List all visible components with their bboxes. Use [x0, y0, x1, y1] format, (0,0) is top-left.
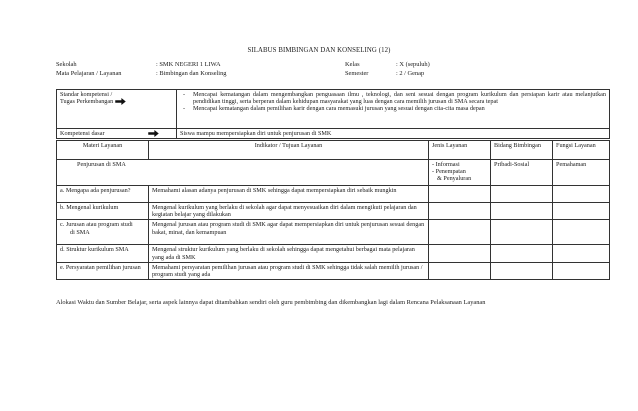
bidang-cell: Pribadi-Sosial	[491, 160, 553, 186]
empty-cell	[553, 203, 610, 220]
kompetensi-label: Kompetensi dasar	[60, 130, 105, 137]
table-row	[57, 262, 610, 279]
empty-cell	[553, 220, 610, 245]
mapel-label: Mata Pelajaran / Layanan	[56, 70, 122, 77]
header-materi: Materi Layanan	[57, 141, 149, 160]
standar-label-2: Tugas Perkembangan	[60, 98, 114, 106]
empty-cell	[491, 186, 553, 203]
jenis-cell	[429, 160, 491, 186]
right-arrow-icon	[148, 130, 159, 137]
empty-cell	[429, 245, 491, 262]
materi-cell: a. Mengapa ada penjurusan?	[57, 186, 149, 203]
kelas-label: Kelas	[345, 61, 360, 68]
indikator-cell: Mengenal kurikulum yang berlaku di sekolah agar dapat menyesuaikan diri dalam mengikuti pelajaran dan kegiatan belajar yang dilakukan	[149, 203, 429, 220]
sekolah-label: Sekolah	[56, 61, 77, 68]
empty-cell	[553, 186, 610, 203]
header-fungsi: Fungsi Layanan	[553, 141, 610, 160]
kompetensi-label-cell	[57, 129, 177, 139]
layanan-table	[56, 140, 610, 280]
kompetensi-value: Siswa mampu mempersiapkan diri untuk penjurusan di SMK	[177, 129, 610, 139]
indikator-cell: Mengenal jurusan atau program studi di SMK agar dapat mempersiapkan diri untuk penjurusan sesuai dengan bakat, minat, dan kemampuan	[149, 220, 429, 245]
empty-cell	[491, 203, 553, 220]
empty-cell	[553, 262, 610, 279]
header-bidang: Bidang Bimbingan	[491, 141, 553, 160]
mapel-value: : Bimbingan dan Konseling	[156, 70, 227, 77]
empty-cell	[491, 245, 553, 262]
indikator-cell: Memahami persyaratan pemilihan jurusan atau program studi di SMK sehingga tidak salah memilih jurusan / program studi yang ada	[149, 262, 429, 279]
jenis-item: - Informasi	[432, 161, 460, 168]
materi-cell: d. Struktur kurikulum SMA	[57, 245, 149, 262]
standar-item-2: - Mencapai kematangan dalam pemilihan karir dengan cara memasuki jurusan yang sesuai dengan cita-cita masa depan	[183, 105, 485, 113]
fungsi-cell: Pemahaman	[553, 160, 610, 186]
materi-cell: b. Mengenal kurikulum	[57, 203, 149, 220]
footnote: Alokasi Waktu dan Sumber Belajar, serta aspek lainnya dapat ditambahkan sendiri oleh guru pembimbing dan dikembangkan lagi dalam Rencana Pelaksanaan Layanan	[56, 299, 486, 306]
table-row	[57, 245, 610, 262]
standar-table	[56, 89, 610, 139]
right-arrow-icon	[115, 98, 126, 105]
kelas-value: : X (sepuluh)	[396, 61, 430, 68]
semester-value: : 2 / Genap	[396, 70, 425, 77]
semester-label: Semester	[345, 70, 369, 77]
indikator-cell: Mengenal struktur kurikulum yang berlaku di sekolah sehingga dapat mengetahui berbagai mata pelajaran yang ada di SMK	[149, 245, 429, 262]
standar-label-cell	[57, 90, 177, 129]
empty-cell	[429, 186, 491, 203]
empty-cell	[429, 220, 491, 245]
table-row	[57, 186, 610, 203]
empty-cell	[491, 262, 553, 279]
materi-cell: e. Persyaratan pemilihan jurusan	[57, 262, 149, 279]
header-indikator: Indikator / Tujuan Layanan	[149, 141, 429, 160]
standar-item-1: - Mencapai kematangan dalam mengembangkan penguasaan ilmu , teknologi, dan seni sesuai dengan program kurikulum dan persiapan karir atau melanjutkan pendidikan tinggi, serta berperan dalam kehidupan masyarakat yang luas dengan cara memilih jurusan di SMA secara tepat	[183, 91, 606, 106]
page-title: SILABUS BIMBINGAN DAN KONSELING (12)	[247, 47, 391, 54]
empty-cell	[491, 220, 553, 245]
empty-cell	[553, 245, 610, 262]
topic-cell: Penjurusan di SMA	[57, 160, 429, 186]
jenis-item: & Penyaluran	[437, 175, 472, 183]
table-row	[57, 220, 610, 245]
materi-cell: c. Jurusan atau program studi di SMA	[57, 220, 149, 245]
empty-cell	[429, 262, 491, 279]
empty-cell	[429, 203, 491, 220]
table-row	[57, 203, 610, 220]
indikator-cell: Memahami alasan adanya penjurusan di SMK sehingga dapat mempersiapkan diri sebaik mungkin	[149, 186, 429, 203]
standar-items-cell	[177, 90, 610, 129]
standar-label-1: Standar kompetensi /	[60, 91, 113, 98]
sekolah-value: : SMK NEGERI 1 LIWA	[156, 61, 221, 68]
header-jenis: Jenis Layanan	[429, 141, 491, 160]
jenis-item: - Penempatan	[432, 168, 466, 176]
